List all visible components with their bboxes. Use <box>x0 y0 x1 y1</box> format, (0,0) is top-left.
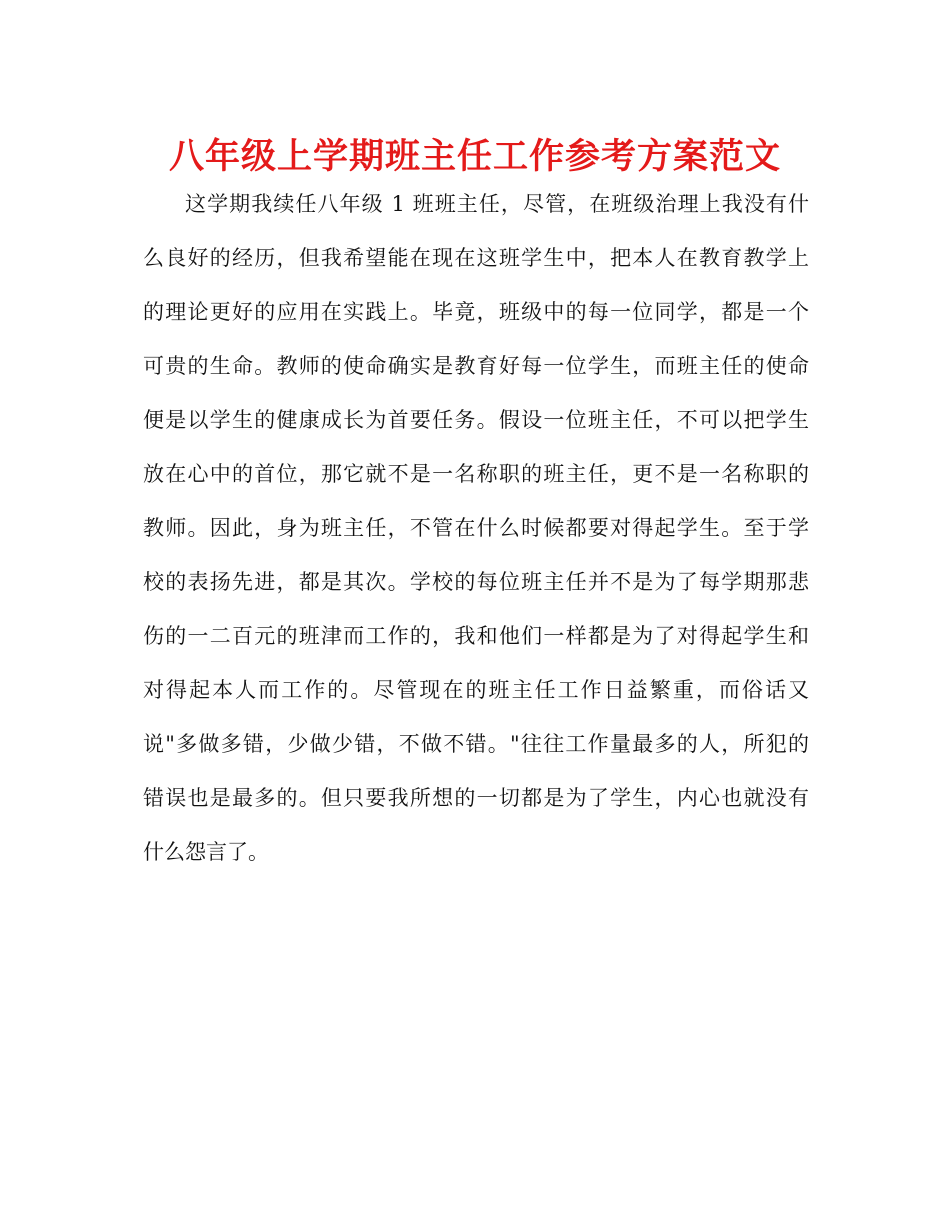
paragraph-line: 伤的一二百元的班津而工作的，我和他们一样都是为了对得起学生和 <box>143 624 809 648</box>
paragraph-line: 这学期我续任八年级 1 班班主任，尽管，在班级治理上我没有什 <box>185 192 809 216</box>
paragraph-line: 放在心中的首位，那它就不是一名称职的班主任，更不是一名称职的 <box>143 462 809 486</box>
document-title: 八年级上学期班主任工作参考方案范文 <box>168 137 781 177</box>
paragraph-line: 便是以学生的健康成长为首要任务。假设一位班主任，不可以把学生 <box>143 408 809 432</box>
paragraph-line: 么良好的经历，但我希望能在现在这班学生中，把本人在教育教学上 <box>143 246 809 270</box>
paragraph-line-last: 什么怨言了。 <box>143 840 269 864</box>
paragraph-line: 可贵的生命。教师的使命确实是教育好每一位学生，而班主任的使命 <box>143 354 809 378</box>
paragraph-line: 教师。因此，身为班主任，不管在什么时候都要对得起学生。至于学 <box>143 516 809 540</box>
paragraph-line: 对得起本人而工作的。尽管现在的班主任工作日益繁重，而俗话又 <box>143 678 809 702</box>
paragraph-line: 错误也是最多的。但只要我所想的一切都是为了学生，内心也就没有 <box>143 786 809 810</box>
paragraph-line: 的理论更好的应用在实践上。毕竟，班级中的每一位同学，都是一个 <box>143 300 809 324</box>
paragraph-line: 说"多做多错，少做少错，不做不错。"往往工作量最多的人，所犯的 <box>143 732 809 756</box>
paragraph-line: 校的表扬先进，都是其次。学校的每位班主任并不是为了每学期那悲 <box>143 570 809 594</box>
document-body <box>143 184 809 886</box>
